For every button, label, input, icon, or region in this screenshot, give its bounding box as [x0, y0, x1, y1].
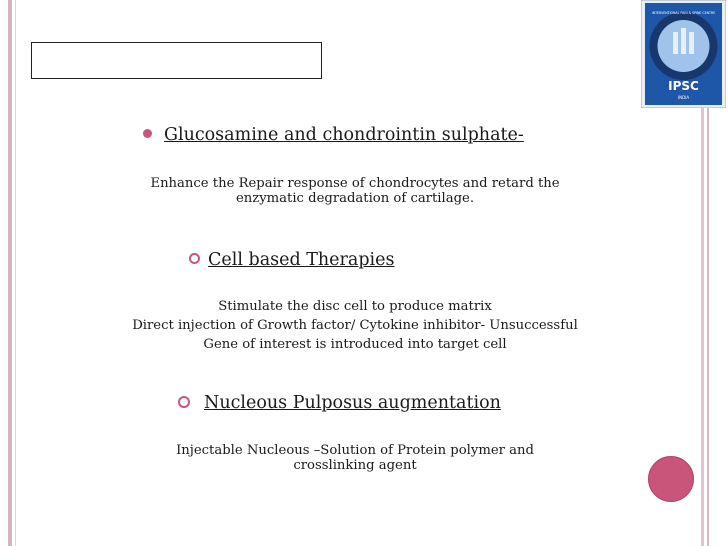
bullet-3 [178, 393, 501, 413]
ring-bullet-icon [178, 396, 190, 408]
logo-arc-text: INTERVENTIONAL PAIN & SPINE CENTRE [651, 11, 716, 15]
logo-name: IPSC [668, 79, 699, 93]
b1-text-line-2: enzymatic degradation of cartilage. [235, 191, 475, 206]
b1-text-line-1: Enhance the Repair response of chondrocytes and retard the [150, 176, 560, 191]
left-frame-line [15, 0, 16, 546]
b2-text-line-1: Stimulate the disc cell to produce matrix [218, 299, 492, 314]
logo-country: INDIA [677, 95, 690, 100]
bullet-2-heading: Cell based Therapies [208, 250, 395, 270]
left-frame-bar [8, 0, 12, 546]
b3-text-line-1: Injectable Nucleous –Solution of Protein polymer and [176, 443, 534, 458]
b2-text-line-2: Direct injection of Growth factor/ Cytokine inhibitor- Unsuccessful [132, 318, 578, 333]
b3-text-line-2: crosslinking agent [293, 458, 417, 473]
bullet-1 [143, 125, 524, 145]
title-box [31, 42, 322, 79]
bullet-2 [189, 250, 394, 270]
b2-text-line-3: Gene of interest is introduced into target cell [203, 337, 507, 352]
bullet-1-heading: Glucosamine and chondrointin sulphate- [164, 125, 524, 145]
bullet-3-heading: Nucleous Pulposus augmentation [204, 393, 501, 413]
filled-bullet-icon [143, 129, 152, 138]
ipsc-logo [641, 0, 726, 108]
ring-bullet-icon [189, 253, 200, 264]
decorative-circle [648, 456, 694, 502]
